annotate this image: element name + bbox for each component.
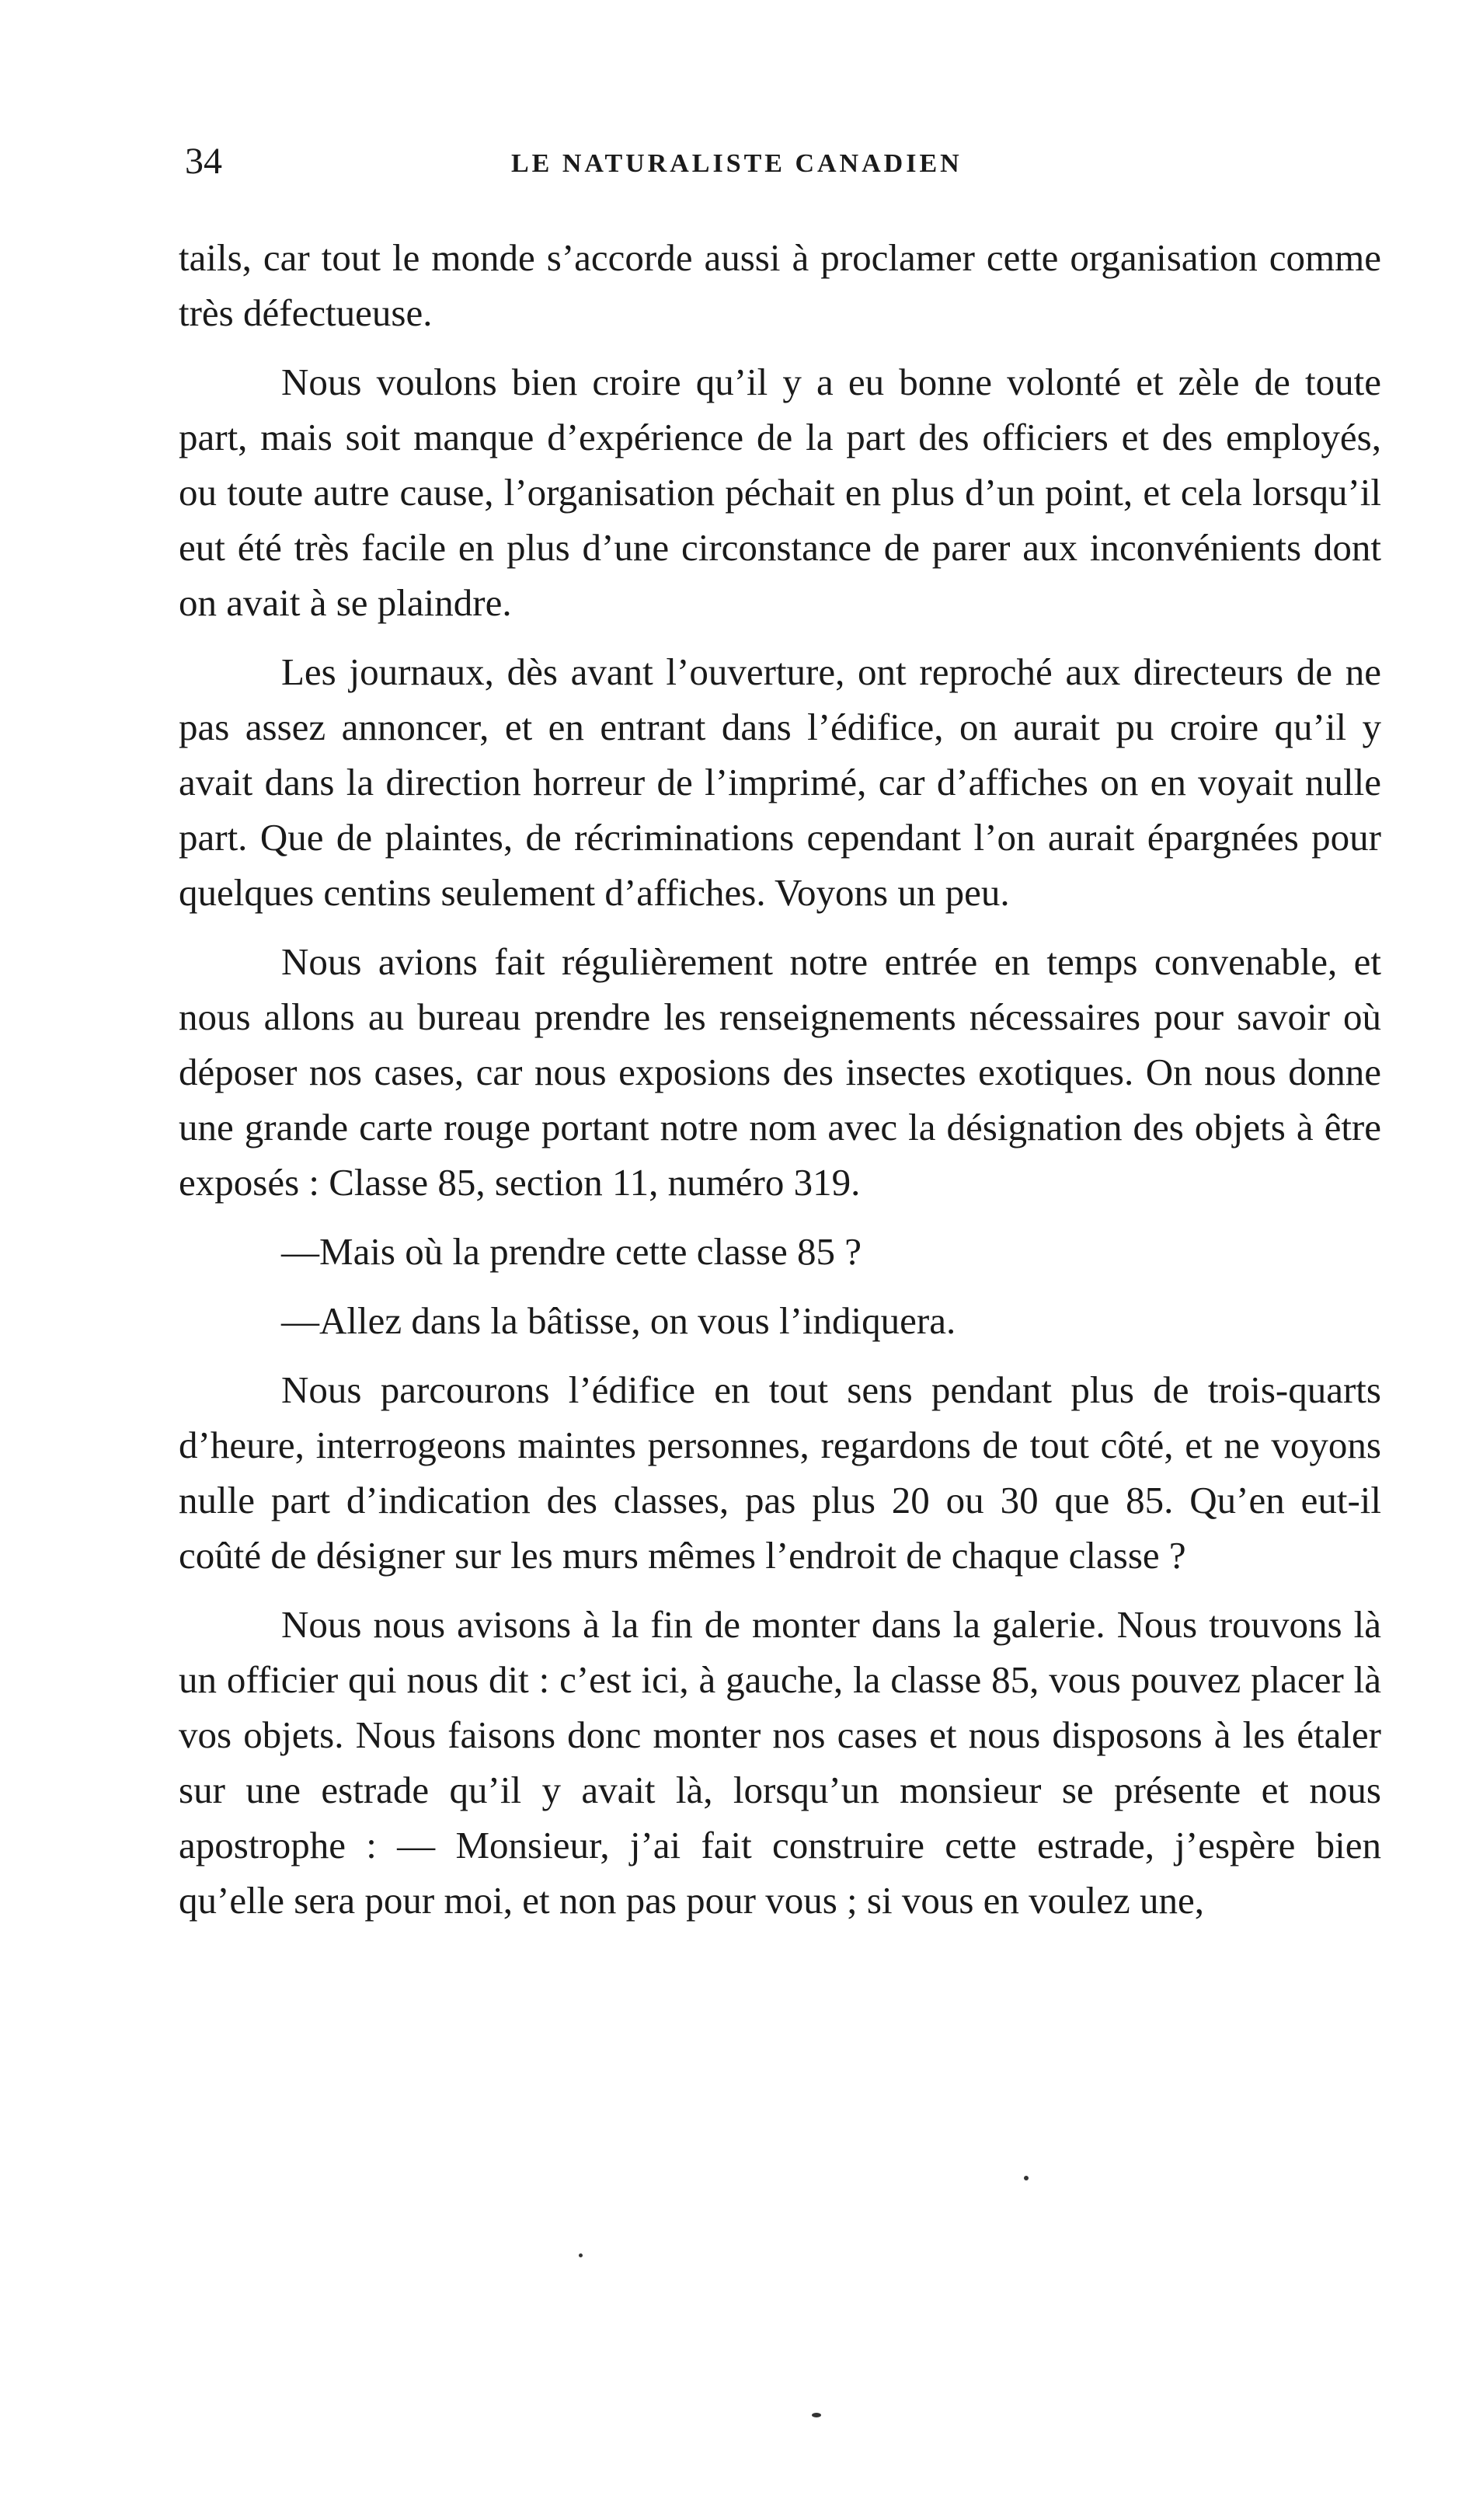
body-text <box>179 230 1381 1942</box>
paragraph-parcourons: Nous parcourons l’édifice en tout sens pendant plus de trois-quarts d’heure, interrogeons maintes personnes, regardons de tout côté, et ne voyons nulle part d’indication des classes, pas plus 20 ou 30 que 85. Qu’en eut-il coûté de désigner sur les murs mêmes l’endroit de chaque classe ? <box>179 1368 1381 1577</box>
paragraph-continuation: tails, car tout le monde s’accorde aussi à proclamer cette organisation comme très défectueuse. <box>179 236 1381 334</box>
paragraph-journaux: Les journaux, dès avant l’ouverture, ont reproché aux directeurs de ne pas assez annoncer, et en entrant dans l’édifice, on aurait pu croire qu’il y avait dans la direction horreur de l’imprimé, car d’affiches on en voyait nulle part. Que de plaintes, de récriminations cependant l’on aurait épargnées pour quelques centins seulement d’affiches. Voyons un peu. <box>179 650 1381 914</box>
ink-speck <box>1024 2176 1029 2180</box>
paragraph-organisation: Nous voulons bien croire qu’il y a eu bonne volonté et zèle de toute part, mais soit manque d’expérience de la part des officiers et des employés, ou toute autre cause, l’organisation péchait en plus d’un point, et cela lorsqu’il eut été très facile en plus d’une circonstance de parer aux inconvénients dont on avait à se plaindre. <box>179 361 1381 624</box>
running-head: LE NATURALISTE CANADIEN <box>511 149 963 178</box>
ink-speck <box>812 2413 821 2417</box>
dialog-line-answer: —Allez dans la bâtisse, on vous l’indiquera. <box>281 1299 956 1342</box>
page-header <box>185 140 1381 186</box>
dialog-line-question: —Mais où la prendre cette classe 85 ? <box>281 1230 862 1273</box>
ink-speck <box>579 2253 583 2257</box>
paragraph-galerie: Nous nous avisons à la fin de monter dans la galerie. Nous trouvons là un officier qui nous dit : c’est ici, à gauche, la classe 85, vous pouvez placer là vos objets. Nous faisons donc monter nos cases et nous disposons à les étaler sur une estrade qu’il y avait là, lorsqu’un monsieur se présente et nous apostrophe : — Monsieur, j’ai fait construire cette estrade, j’espère bien qu’elle sera pour moi, et non pas pour vous ; si vous en voulez une, <box>179 1603 1381 1922</box>
page-number: 34 <box>185 141 222 182</box>
paragraph-entree: Nous avions fait régulièrement notre entrée en temps convenable, et nous allons au bureau prendre les renseignements nécessaires pour savoir où déposer nos cases, car nous exposions des insectes exotiques. On nous donne une grande carte rouge portant notre nom avec la désignation des objets à être exposés : Classe 85, section 11, numéro 319. <box>179 940 1381 1204</box>
